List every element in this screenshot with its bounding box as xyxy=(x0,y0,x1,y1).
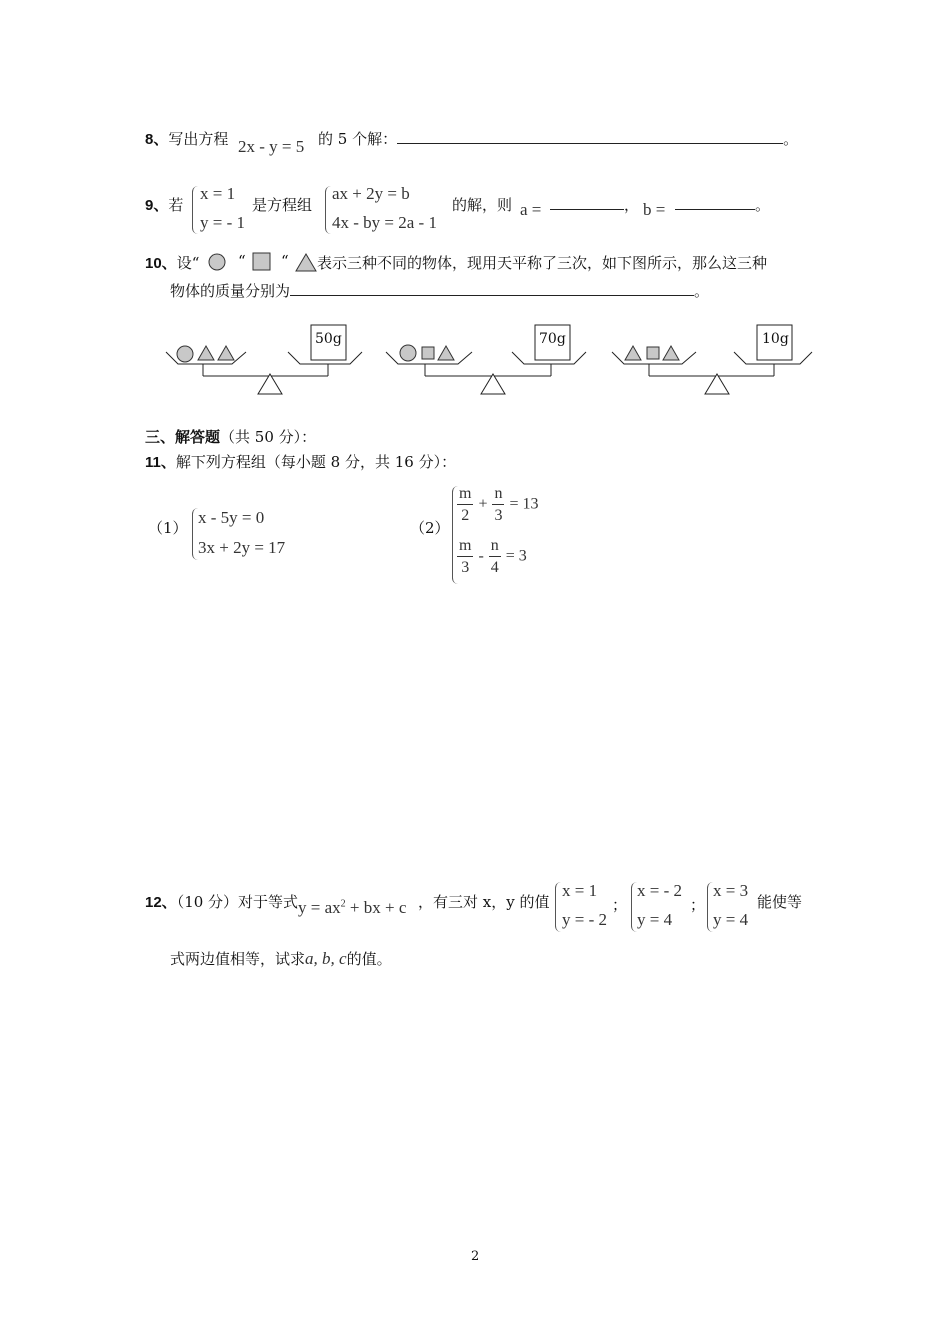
balance-scales-figure xyxy=(160,320,820,400)
question-text: 的解，则 xyxy=(452,196,513,214)
equation-line: $\frac{m}{3}$ - $\frac{n}{4}$ = 3 xyxy=(459,537,527,576)
answer-blank[interactable] xyxy=(550,195,624,210)
quote-mark: “ xyxy=(238,252,246,270)
part-label: （1） xyxy=(148,519,188,537)
equation-line: y = - 1 xyxy=(200,213,245,232)
question-9: 9、若 xyxy=(145,196,184,214)
answer-blank[interactable] xyxy=(675,195,755,210)
weight-label: 50g xyxy=(315,331,342,347)
question-number: 11、 xyxy=(145,454,176,471)
question-number: 10、 xyxy=(145,255,177,272)
triangle-icon xyxy=(294,252,318,274)
section-heading: 三、解答题（共 50 分）： xyxy=(145,428,317,446)
circle-icon xyxy=(207,252,229,272)
weight-label: 70g xyxy=(539,331,566,347)
equation-line: 3x + 2y = 17 xyxy=(198,538,286,557)
brace xyxy=(555,882,562,932)
answer-blank[interactable] xyxy=(290,281,694,296)
question-text: 能使等 xyxy=(757,893,803,911)
separator: ； xyxy=(690,896,706,914)
variable-label: b = xyxy=(643,200,666,219)
weight-label: 10g xyxy=(762,331,789,347)
question-text: ，有三对 x，y 的值 xyxy=(418,893,550,911)
question-text: 的 5 个解： 。 xyxy=(318,130,799,148)
question-text: 写出方程 xyxy=(168,130,229,148)
brace xyxy=(325,186,332,234)
equation-line: ax + 2y = b xyxy=(332,184,410,203)
question-text: 是方程组 xyxy=(252,196,313,214)
answer-a: ， xyxy=(550,194,639,215)
answer-blank[interactable] xyxy=(397,129,783,144)
equation-line: x = 1 xyxy=(200,184,236,203)
question-text: 表示三种不同的物体，现用天平称了三次，如下图所示，那么这三种 xyxy=(317,254,768,272)
question-text: 物体的质量分别为 。 xyxy=(170,282,710,300)
equation: 2x - y = 5 xyxy=(238,137,305,156)
answer-b: 。 xyxy=(675,194,770,215)
question-text: 式两边值相等，试求a, b, c的值。 xyxy=(170,949,392,968)
quote-mark: “ xyxy=(281,252,289,270)
question-11: 11、解下列方程组（每小题 8 分，共 16 分）： xyxy=(145,453,457,471)
variable-label: a = xyxy=(520,200,542,219)
question-number: 9、 xyxy=(145,197,169,214)
equation-line: x - 5y = 0 xyxy=(198,508,265,527)
brace xyxy=(192,186,199,234)
equation: $y = ax^2$ + bx + c xyxy=(298,898,407,917)
question-number: 12、 xyxy=(145,894,177,911)
part-label: （2） xyxy=(410,519,450,537)
question-8 xyxy=(145,128,228,149)
square-icon xyxy=(251,251,273,273)
question-10: 10、设“ xyxy=(145,254,200,272)
question-number: 8、 xyxy=(145,131,169,148)
equation-line: 4x - by = 2a - 1 xyxy=(332,213,437,232)
separator: ； xyxy=(612,896,628,914)
question-12: 12、（10 分）对于等式 xyxy=(145,893,299,911)
equation-line: $\frac{m}{2}$ + $\frac{n}{3}$ = 13 xyxy=(459,485,539,524)
page-number: 2 xyxy=(471,1249,480,1264)
